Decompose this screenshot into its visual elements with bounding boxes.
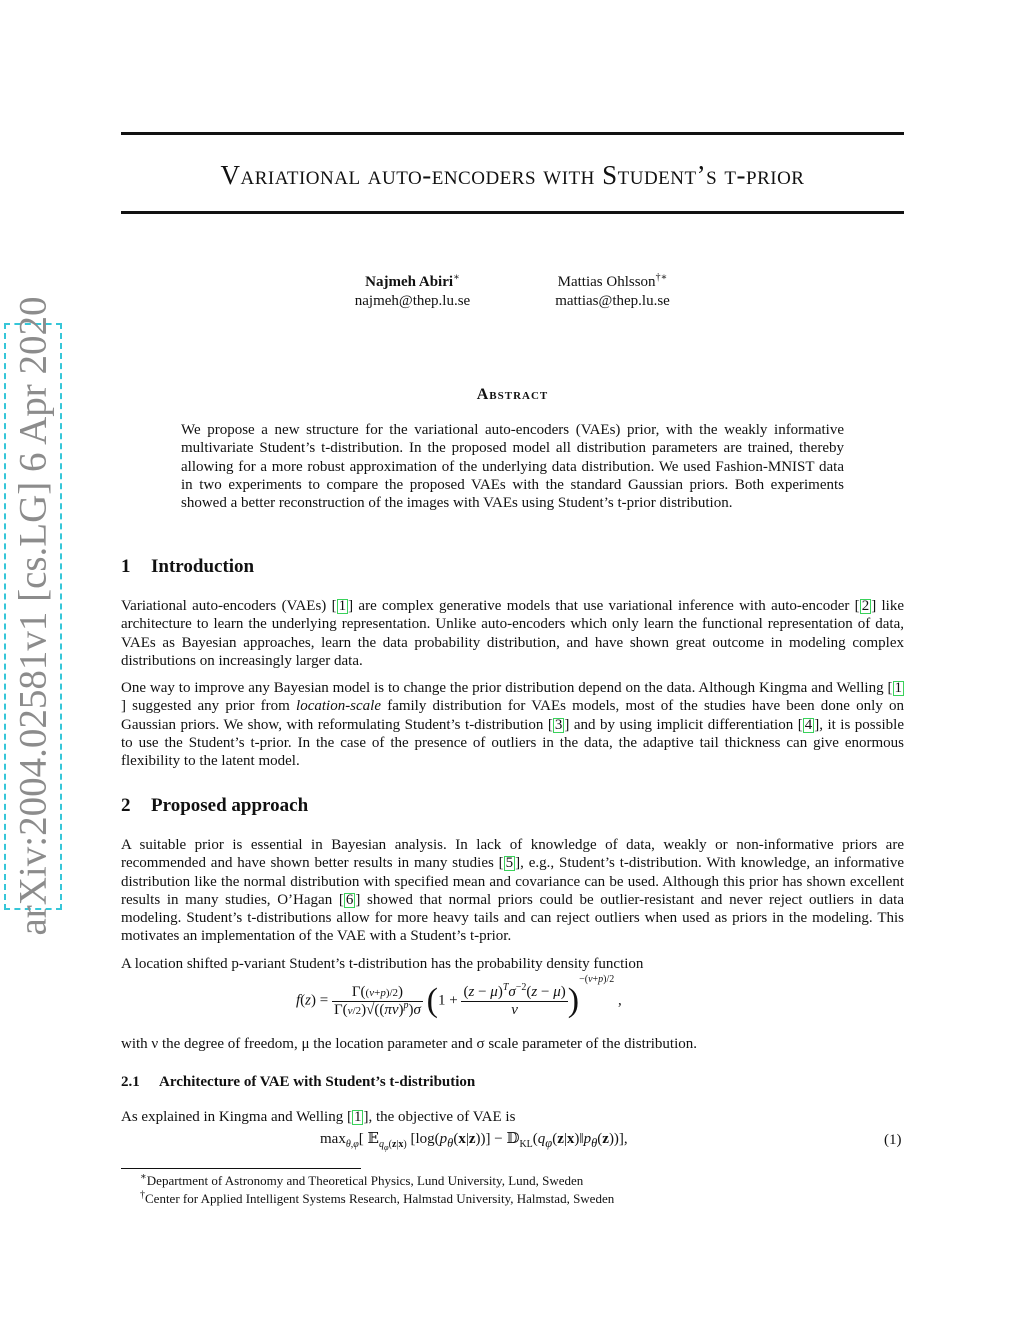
vae-objective-equation: $\max_{\theta,\varphi}$[ 𝔼$_{q_\varphi(z|x)}$ $[\log(p_\theta(x|z))]$ − $𝔻_{KL}(q_\varphi(z|x)‖p_\theta(z))$],: [320, 1131, 628, 1152]
title-bottom-rule: [121, 211, 904, 214]
abstract-text: We propose a new structure for the variational auto-encoders (VAEs) prior, with the weakly informative multivariate Student’s t-distribution. In the proposed model all distribution parameters are trained, thereby allowing for a more robust approximation of the underlying data distribution. We used Fashion-MNIST data in two experiments to compare the proposed VAEs with the standard Gaussian priors. Both experiments showed a better reconstruction of the images with VAEs using Student’s t-prior distribution.: [181, 422, 844, 512]
footnote-2: †Center for Applied Intelligent Systems Research, Halmstad University, Halmstad, Sweden: [140, 1189, 615, 1206]
section-title: Introduction: [151, 556, 255, 577]
citation-link[interactable]: 4: [804, 716, 813, 733]
citation-link[interactable]: 1: [353, 1109, 362, 1125]
citation-link[interactable]: 6: [345, 891, 354, 908]
citation-link[interactable]: 1: [338, 598, 347, 614]
subsection-architecture-heading: [121, 1074, 475, 1091]
paper-title: Variational auto-encoders with Student’s t-prior: [220, 160, 805, 190]
author-2-mark: †∗: [655, 272, 668, 283]
author-2-name: Mattias Ohlsson: [557, 274, 656, 290]
section-title: Proposed approach: [151, 795, 309, 816]
footnote-1: ∗Department of Astronomy and Theoretical Physics, Lund University, Lund, Sweden: [140, 1171, 584, 1188]
equation-number: (1): [884, 1132, 902, 1148]
author-1-email[interactable]: najmeh@thep.lu.se: [354, 293, 471, 309]
arxiv-stamp[interactable]: arXiv:2004.02581v1 [cs.LG] 6 Apr 2020: [11, 296, 55, 936]
pdf-equation: f(z) = $\frac{\Gamma((\nu+p)/2)}{\Gamma(\nu/2)√((\pi\nu)^p)\sigma}$ (1 + $\frac{(z - \mu)^T\sigma^{-2}(z - \mu)}{\nu}$ )$^{-(\nu+p)/2}$ ,: [296, 974, 622, 1019]
author-2: [525, 273, 700, 311]
section-number: 2: [121, 795, 131, 816]
footnote-rule: [121, 1168, 361, 1169]
abstract-heading: Abstract: [476, 386, 549, 403]
title-top-rule: [121, 132, 904, 135]
author-1: [320, 273, 505, 311]
section-introduction-heading: [121, 556, 254, 578]
author-1-name: Najmeh Abiri: [365, 274, 454, 290]
intro-paragraph-1: Variational auto-encoders (VAEs) [ 1 ] are complex generative models that use variational inference with auto-encoder [ 2 ] like architecture to learn the underlying representation. Unlike auto-encoders which only learn the functional representation of data, VAEs as Bayesian approaches, learn the data probability distribution, and have shown great outcome in modeling complex distributions on increasingly larger data.: [121, 598, 904, 669]
citation-link[interactable]: 5: [505, 855, 514, 872]
author-1-mark: ∗: [453, 272, 460, 283]
subsection-number: 2.1: [121, 1074, 140, 1090]
section-approach-heading: [121, 795, 308, 817]
citation-link[interactable]: 1: [894, 680, 902, 696]
arch-paragraph-1: As explained in Kingma and Welling [ 1 ], the objective of VAE is: [121, 1109, 516, 1125]
author-2-email[interactable]: mattias@thep.lu.se: [555, 293, 670, 309]
approach-paragraph-1: A suitable prior is essential in Bayesian analysis. In lack of knowledge of data, weakly or non-informative priors are recommended and have shown better results in many studies [ 5 ], e.g., Student’s t-distribution. With knowledge, an informative distribution like the normal distribution with specified mean and covariance can be used. Although this prior has shown excellent results in many studies, O’Hagan [ 6 ] showed that normal priors could be outlier-resistant and never reject outliers in data modeling. Student’s t-distributions allow for more heavy tails and can reject outliers when used as priors in the modeling. This motivates an implementation of the VAE with a Student’s t-prior.: [121, 837, 904, 945]
section-number: 1: [121, 556, 131, 577]
intro-paragraph-2: One way to improve any Bayesian model is to change the prior distribution depend on the data. Although Kingma and Welling [ 1] suggested any prior from location-scale family distribution for VAEs models, most of the studies have been done only on Gaussian priors. We show, with reformulating Student’s t-distribution [ 3 ] and by using implicit differentiation [ 4 ], it is possible to use the Student’s t-prior. In the case of the presence of outliers in the data, the adaptive tail thickness can give enormous flexibility to the latent model.: [121, 680, 904, 770]
citation-link[interactable]: 2: [861, 598, 870, 614]
approach-paragraph-3: with ν the degree of freedom, μ the location parameter and σ scale parameter of the distribution.: [121, 1036, 698, 1052]
citation-link[interactable]: 3: [554, 716, 563, 733]
subsection-title: Architecture of VAE with Student’s t-distribution: [159, 1074, 476, 1090]
approach-paragraph-2: A location shifted p-variant Student’s t-distribution has the probability density function: [121, 956, 644, 972]
